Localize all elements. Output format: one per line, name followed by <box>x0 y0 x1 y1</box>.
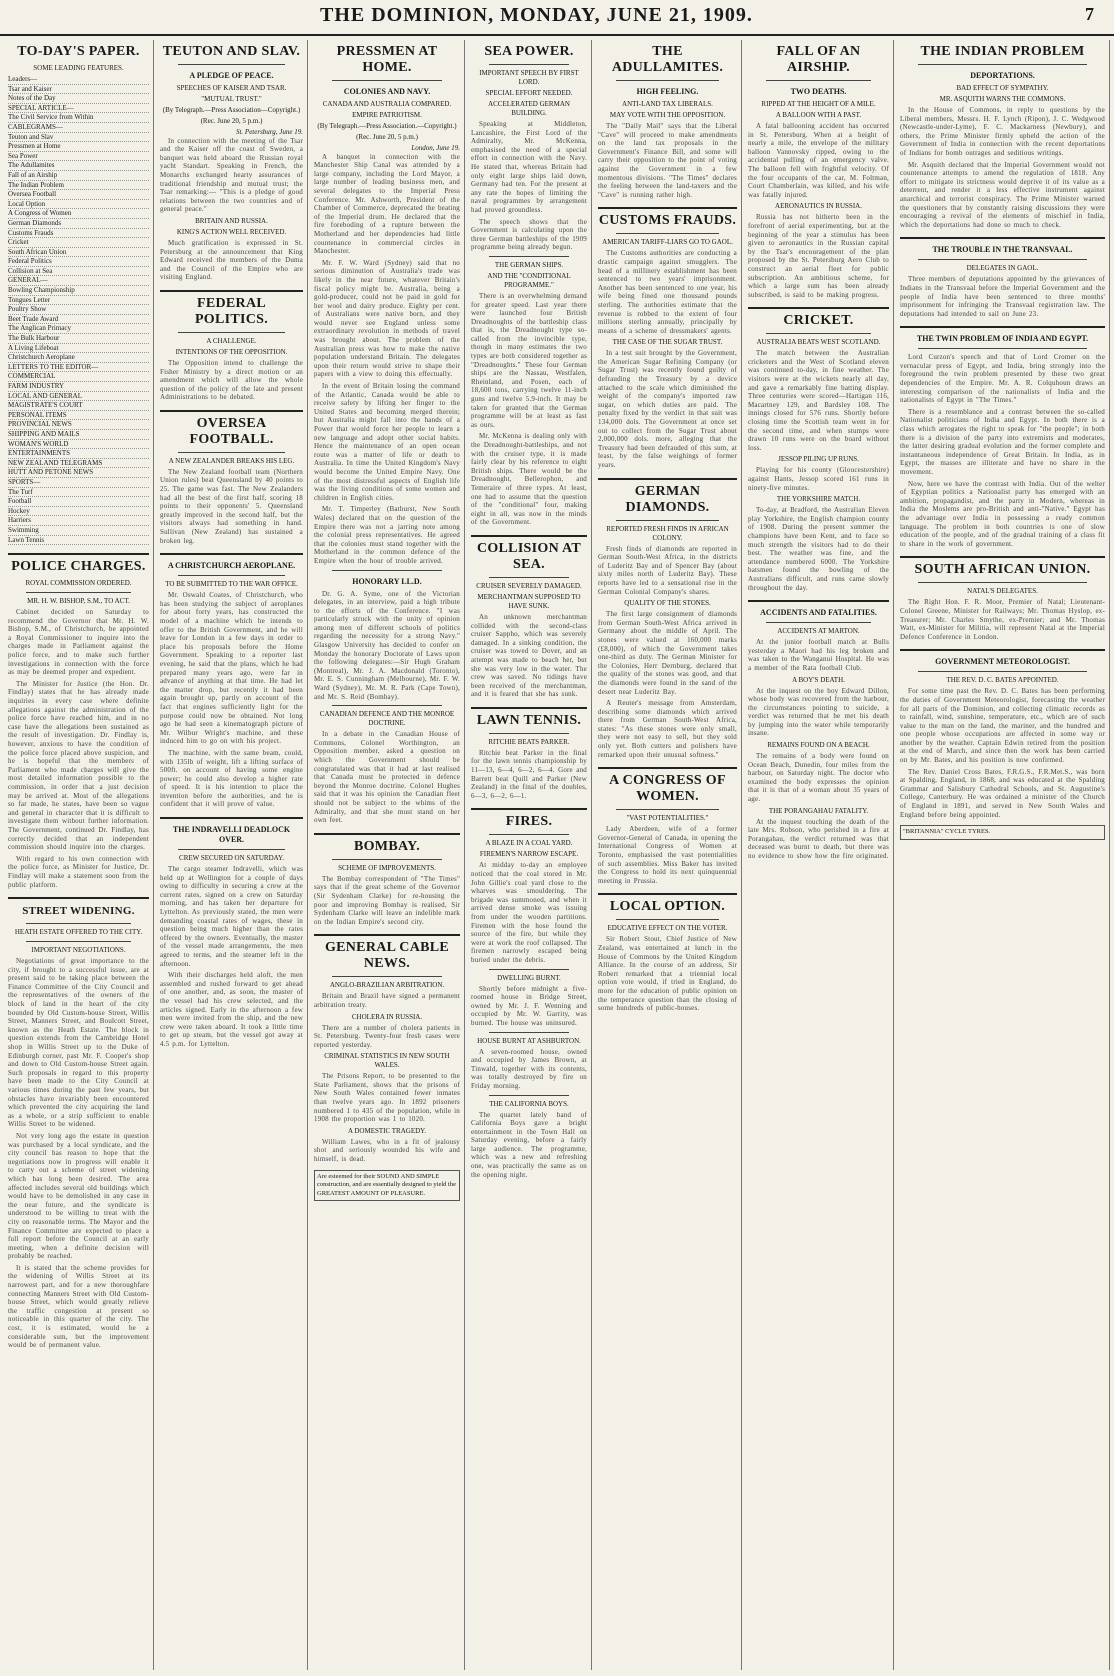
index-item-label: SPORTS— <box>8 477 41 486</box>
index-item-label: Notes of the Day <box>8 94 56 103</box>
index-item <box>8 420 149 430</box>
subheading: SCHEME OF IMPROVEMENTS. <box>338 863 436 872</box>
subheading: HOUSE BURNT AT ASHBURTON. <box>477 1036 581 1045</box>
index-item <box>8 324 149 334</box>
index-item-label: GENERAL— <box>8 276 48 285</box>
index-item <box>8 248 149 258</box>
index-item-label: Lawn Tennis <box>8 535 45 544</box>
indravelli-heading: THE INDRAVELLI DEADLOCK OVER. <box>172 825 291 845</box>
meteorologist-heading: GOVERNMENT METEOROLOGIST. <box>935 657 1070 667</box>
index-item-label: Customs Frauds <box>8 228 54 237</box>
south-african-heading: SOUTH AFRICAN UNION. <box>914 562 1091 578</box>
subheading: A PLEDGE OF PEACE. <box>189 71 274 80</box>
police-charges-heading: POLICE CHARGES. <box>11 559 146 575</box>
index-item <box>8 152 149 162</box>
index-item <box>8 209 149 219</box>
subheading: DWELLING BURNT. <box>497 973 561 982</box>
subheading: BRITAIN AND RUSSIA. <box>195 216 268 225</box>
index-item <box>8 305 149 315</box>
twin-problem-heading: THE TWIN PROBLEM OF INDIA AND EGYPT. <box>916 334 1089 344</box>
subheading: ACCIDENTS AT MARTON. <box>777 627 860 636</box>
subheading: RITCHIE BEATS PARKER. <box>488 737 570 746</box>
subheading: AMERICAN TARIFF-LIARS GO TO GAOL. <box>602 238 733 247</box>
aeroplane-heading: A CHRISTCHURCH AEROPLANE. <box>167 561 296 571</box>
index-item-label: Local Option <box>8 199 46 208</box>
index-item <box>8 85 149 95</box>
index-item <box>8 276 149 286</box>
index-item <box>8 536 149 546</box>
index-item-label: Teuton and Slav <box>8 132 54 141</box>
index-item <box>8 478 149 488</box>
subheading: TWO DEATHS. <box>790 87 847 96</box>
subheading: IMPORTANT SPEECH BY FIRST LORD. <box>479 69 579 86</box>
index-item-label: Fall of an Airship <box>8 170 58 179</box>
customs-frauds-heading: CUSTOMS FRAUDS. <box>598 213 737 229</box>
credit-line: (By Telegraph.—Press Association.—Copyright.) <box>317 122 457 130</box>
index-item-label: NEW ZEALAND TELEGRAMS <box>8 458 103 467</box>
index-item-label: Football <box>8 497 32 506</box>
index-item <box>8 200 149 210</box>
index-item <box>8 468 149 478</box>
index-item-label: LETTERS TO THE EDITOR— <box>8 362 99 371</box>
subheading: ANTI-LAND TAX LIBERALS. <box>622 100 713 108</box>
subheading: A NEW ZEALANDER BREAKS HIS LEG. <box>168 456 295 465</box>
subheading: HIGH FEELING. <box>636 87 699 96</box>
subheading: A DOMESTIC TRAGEDY. <box>347 1126 427 1135</box>
index-item-label: ENTERTAINMENTS <box>8 449 71 458</box>
subheading: CREW SECURED ON SATURDAY. <box>179 854 284 863</box>
article-body: Cabinet decided on Saturday to recommend the Governor that Mr. H. W. Bishop, S.M., of Christchurch, be appointed a Royal Commissioner to inquire into the charges made in Parliament against the police force, and to make such further investigations in connection with the force as may be deemed proper and expedient. <box>8 608 149 677</box>
index-item <box>8 526 149 536</box>
index-item-label: COMMERCIAL <box>8 372 56 381</box>
congress-women-heading: A CONGRESS OF WOMEN. <box>609 773 726 805</box>
index-item-label: LOCAL AND GENERAL <box>8 391 83 400</box>
index-item <box>8 372 149 382</box>
page-number: 7 <box>1085 4 1094 24</box>
subheading: EDUCATIVE EFFECT ON THE VOTER. <box>607 924 728 933</box>
subheading: ACCELERATED GERMAN BUILDING. <box>488 100 570 117</box>
index-item-label: FARM INDUSTRY <box>8 382 65 390</box>
index-item <box>8 181 149 191</box>
column-5: THE ADULLAMITES. HIGH FEELING. ANTI-LAND TAX LIBERALS. MAY VOTE WITH THE OPPOSITION. The "Daily Mail" says that the Liberal "Cave" will proceed to make amendments on the land tax proposals in the Government's Finance Bill, and some will carry their opposition to the point of voting against the Government in a few momentous divisions. "The Times" declares the feeling between the land-taxers and the "Cave" is running rather high. CUSTOMS FRAUDS. AMERICAN TARIFF-LIARS GO TO GAOL. The Customs authorities are conducting a drastic campaign against smugglers. The head of a millinery establishment has been sentenced to two years' imprisonment. Another has been sentenced to one year, his wife being fined one thousand pounds sterling. The authorities estimate that the revenue is robbed to the extent of four millions sterling annually, principally by means of a scheme of dressmakers' agents. THE CASE OF THE SUGAR TRUST. In a test suit brought by the Government, the American Sugar Refining Company (or Sugar Trust) was recently found guilty of defrauding the Treasury by a device attached to the scale which diminished the weight of the company's imported raw sugar, on which duties are paid. The penalty fixed by the verdict in that suit was 134,000 dols. The Government at once set out to collect from the Sugar Trust about 2,000,000 dols. more, alleging that the Treasury had been defrauded of this sum, at least, by the false weighings of former years. GERMAN DIAMONDS. REPORTED FRESH FINDS IN AFRICAN COLONY. Fresh finds of diamonds are reported in German South-West Africa, in the districts of Luderitz Bay and of Spencer Bay (about sixty miles north of Luderitz Bay). These reports have led to a sensational rise in the German Colonial Company's shares. QUALITY OF THE STONES. The first large consignment of diamonds from German South-West Africa arrived in Germany about the middle of April. The stones were valued at 160,000 marks (£8,000), of which the Government takes one-third as duty. The German Minister for the Colonies, Herr Dernburg, declared that the quality of the stones was good, and that the diamonds were found in the sand of the desert near Luderitz Bay. A Reuter's message from Amsterdam, describing some diamonds which arrived there from German South-West Africa, states: "As these stones were only small, they were not easy to sell, but they sold only yet. Both cutters and polishers have remarked upon their unusual softness." A CONGRESS OF WOMEN. "VAST POTENTIALITIES." Lady Aberdeen, wife of a former Governor-General of Canada, in opening the International Congress of Women at Toronto, emphasised the vast potentialities of such assemblies. Miss Baker has invited the Congress to hold its next quinquennial meeting in Prussia. LOCAL OPTION. EDUCATIVE EFFECT ON THE VOTER. Sir Robert Stout, Chief Justice of New Zealand, was entertained at lunch in the House of Commons by the United Kingdom Alliance. In the course of an address, Sir Robert remarked that a triennial local option vote would, if tried in England, do more for the education of public opinion on the temperance question than the closing of some hundreds of public-houses. <box>594 40 742 1670</box>
index-item-label: The Indian Problem <box>8 180 64 189</box>
subheading: BAD EFFECT OF SYMPATHY. <box>956 84 1049 92</box>
index-item-label: German Diamonds <box>8 218 62 227</box>
general-cable-heading: GENERAL CABLE NEWS. <box>324 940 450 972</box>
index-item <box>8 440 149 450</box>
index-item <box>8 296 149 306</box>
column-3: PRESSMEN AT HOME. COLONIES AND NAVY. CANADA AND AUSTRALIA COMPARED. EMPIRE PATRIOTISM. (By Telegraph.—Press Association.—Copyright.) (Rec. June 20, 5 p.m.) London, June 19. A banquet in connection with the Manchester Ship Canal was attended by a large company, including the Lord Mayor, a large number of leading business men, and several delegates to the Imperial Press Conference. Mr. Ashworth, President of the Chamber of Commerce, deprecated the beating of the Imperial drum. He declared that the fire foreboding of a rupture between the Motherland and her dependencies had little countenance in commercial circles in Manchester. Mr. F. W. Ward (Sydney) said that no serious diminution of Australia's trade was likely in the near future, whatever Britain's fiscal policy might be. Australia, being a gold-producer, could not be paid in gold for her wool and dairy produce. Eighty per cent. of Australians were native born, and they would never see England unless some extraordinary revolution in methods of travel was brought about. The problem of the Australian press was how to make the native population understand Britain. The delegates upon their return would strive to shape their papers with a view to doing this effectually. In the event of Britain losing the command of the Atlantic, Canada would be able to receive safety by lifting her finger to the United States and becoming merged therein; but Australia might fall into the hands of a Power that would force her people to learn a new language and adopt other social habits. Hence the maintenance of an open ocean route was a matter of life or death to Australia. In time the United Kingdom's Navy would become the United Empire Navy. One of the most distressful aspects of English life was the living conditions of some women and children in English cities. Mr. T. Timperley (Bathurst, New South Wales) declared that on the question of the Empire there was not a jarring note among the colonial press representatives. He agreed that the colonies must stand together with the Motherland in the common defence of the Empire when the hour of trouble arrived. HONORARY LL.D. Dr. G. A. Syme, one of the Victorian delegates, in an interview, paid a high tribute to the efforts of the Conference. "I was particularly struck with the unity of opinion among men of different schools of politics regarding the necessity for a strong Navy." Glasgow University has decided to confer on Monday the honorary Doctorate of Laws upon the following delegates:—Sir Hugh Graham (Montreal), Mr. J. A. Macdonald (Toronto), Mr. E. S. Cunningham (Melbourne), Mr. F. W. Ward (Sydney), Mr. M. R. Park (Cape Town), and Mr. S. Reid (Bombay). CANADIAN DEFENCE AND THE MONROE DOCTRINE. In a debate in the Canadian House of Commons, Colonel Worthington, an Opposition member, asked a question on which the Government should be congratulated was that it had at last realised that Canada must be protected in defence beyond the Monroe doctrine. Colonel Hughes said that it was his opinion the Canadian fleet should not be subject to the whims of the Admiralty, and that she must stand on her own feet. BOMBAY. SCHEME OF IMPROVEMENTS. The Bombay correspondent of "The Times" says that if the great scheme of the Governor (Sir Sydenham Clarke) for re-housing the poor and improving Bombay is realised, Sir Sydenham Clarke will leave an indelible mark on the Indian Empire's second city. GENERAL CABLE NEWS. ANGLO-BRAZILIAN ARBITRATION. Britain and Brazil have signed a permanent arbitration treaty. CHOLERA IN RUSSIA. There are a number of cholera patients in St. Petersburg. Twenty-four fresh cases were reported yesterday. CRIMINAL STATISTICS IN NEW SOUTH WALES. The Prisons Report, to be presented to the State Parliament, shows that the prisons of New South Wales contained fewer inmates than twelve years ago. In 1892 prisoners numbered 1 to 435 of the population, while in 1908 the proportion was 1 to 1020. A DOMESTIC TRAGEDY. William Lawes, who in a fit of jealousy shot and seriously wounded his wife and himself, is dead. Are esteemed for their SOUND AND SIMPLE construction, and are essentially designed to yield the GREATEST AMOUNT OF PLEASURE. <box>310 40 465 1670</box>
index-item-label: PERSONAL ITEMS <box>8 410 67 419</box>
subheading: MR. ASQUITH WARNS THE COMMONS. <box>939 95 1066 103</box>
index-heading: TO-DAY'S PAPER. <box>17 44 140 59</box>
subheading: AERONAUTICS IN RUSSIA. <box>775 202 862 211</box>
index-item <box>8 315 149 325</box>
subheading: THE PORANGAHAU FATALITY. <box>768 806 869 815</box>
sea-power-heading: SEA POWER. <box>484 44 574 59</box>
subheading: CRUISER SEVERELY DAMAGED. <box>476 581 582 590</box>
index-item <box>8 392 149 402</box>
place-line: St. Petersburg, June 19. <box>235 128 303 136</box>
index-item <box>8 94 149 104</box>
subheading: JESSOP PILING UP RUNS. <box>778 455 859 464</box>
index-item <box>8 133 149 143</box>
index-item-label: Cricket <box>8 238 29 247</box>
subheading: A CHALLENGE. <box>206 336 257 345</box>
index-item <box>8 488 149 498</box>
subheading: INTENTIONS OF THE OPPOSITION. <box>175 347 288 356</box>
subheading: MAY VOTE WITH THE OPPOSITION. <box>609 111 726 119</box>
index-item <box>8 344 149 354</box>
subheading: SPECIAL EFFORT NEEDED. <box>485 89 573 97</box>
index-item <box>8 161 149 171</box>
index-item-label: Federal Politics <box>8 257 52 266</box>
index-item-label: Collision at Sea <box>8 266 53 275</box>
place-line: London, June 19. <box>411 144 460 152</box>
subheading: A BOY'S DEATH. <box>792 675 845 684</box>
index-subheading: SOME LEADING FEATURES. <box>33 64 124 72</box>
index-item <box>8 286 149 296</box>
index-item-label: Sea Power <box>8 151 38 160</box>
index-item-label: Poultry Show <box>8 305 47 314</box>
index-item <box>8 75 149 85</box>
index-item <box>8 449 149 459</box>
subheading: THE GERMAN SHIPS. <box>494 260 564 269</box>
subheading: AUSTRALIA BEATS WEST SCOTLAND. <box>756 338 881 347</box>
subheading: REMAINS FOUND ON A BEACH. <box>767 741 870 750</box>
local-option-heading: LOCAL OPTION. <box>609 899 726 915</box>
subheading: DEPORTATIONS. <box>970 71 1035 80</box>
index-item <box>8 267 149 277</box>
subheading: QUALITY OF THE STONES. <box>624 599 711 608</box>
advertisement: "BRITANNIA" CYCLE TYRES. <box>900 825 1105 840</box>
subheading: KING'S ACTION WELL RECEIVED. <box>176 227 287 236</box>
index-item <box>8 334 149 344</box>
column-7: THE INDIAN PROBLEM DEPORTATIONS. BAD EFFECT OF SYMPATHY. MR. ASQUITH WARNS THE COMMONS. In the House of Commons, in reply to questions by the Liberal members, Messrs. H. F. Lynch (Ripon), J. C. Wedgwood (Newcastle-under-Lyme), F. C. Mackarness (Newbury), and others, the Prime Minister firmly upheld the action of the Government of India in connection with the recent deportations of Indians for bomb outrages and seditious writings. Mr. Asquith declared that the Imperial Government would not countenance attempts to amend the regulation of 1818. Any effort to mitigate its strictness would deprive it of its value as a deterrent, and render it a less effective instrument against anarchical and terrorist conspiracy. The Prime Minister warned the questioners that by constantly raising discussions they were encouraging a revival of the elements of mischief in India, which the deportations had done so much to check. THE TROUBLE IN THE TRANSVAAL. DELEGATES IN GAOL. Three members of deputations appointed by the grievances of Indians in the Transvaal before the Imperial Government and the people of India have been sentenced to three months' imprisonment for infringing the Transvaal registration law. The deputations had intended to sail on June 23. THE TWIN PROBLEM OF INDIA AND EGYPT. Lord Curzon's speech and that of Lord Cromer on the vernacular press of Egypt, and India, bring strongly into the foreground the twin problem presented by these two great dependencies of the Empire. Mr. A. R. Colquhoun draws an interesting comparison of the nationalists of India and the nationalists of Egypt in "The Times." There is a resemblance and a contrast between the so-called Nationalist politicians of India and Egypt. In both there is a class which arrogates the right to speak for "the people"; in both there is a division of the party into extremists and moderates, the latter desiring gradual evolution and the former complete and instantaneous independence of Great Britain. In India, as in Egypt, the masses are illiterate and have no share in the movement. Now, here we have the contrast with India. Out of the welter of Egyptian politics a Nationalist party has emerged with an ambition, propagandist, and the party in Modern, whereas in India the Moslems are pro-British and anti-"Native." Egypt has the advantage over India in possessing a ready common language. The problem in both countries is one of slow education of the people, and of the gradual training of a class fit to share in the work of government. SOUTH AFRICAN UNION. NATAL'S DELEGATES. The Right Hon. F. R. Moor, Premier of Natal; Lieutenant-Colonel Greene, Minister for Railways; Mr. Thomas Hyslop, ex-Treasurer; Mr. Charles Smythe, ex-Premier; and Mr. Thomas Watt, ex-Minister for Militia, will represent Natal at the Imperial Defence Conference in London. GOVERNMENT METEOROLOGIST. THE REV. D. C. BATES APPOINTED. For some time past the Rev. D. C. Bates has been performing the duties of Government Meteorologist, forecasting the weather for all parts of the Dominion, and collecting climatic records as to rainfall, wind, sunshine, temperature, etc., which are of such value to the man on the land, the mariner, and the hundred and one people whose occupations are affected in some way or another by the weather. Captain Edwin retired from the position at the end of March, and since then the work has been carried on by Mr. Bates, and his position is now confirmed. The Rev. Daniel Cross Bates, F.R.G.S., F.R.Met.S., was born at Spalding, England, in 1868, and was educated at the Spalding Grammar and Salisbury Cathedral Schools, and St. Augustine's College, Canterbury. He was ordained a minister of the Church of England in 1891, and served in New South Wales and England before being appointed. "BRITANNIA" CYCLE TYRES. <box>896 40 1110 1670</box>
subheading: RIPPED AT THE HEIGHT OF A MILE. <box>761 100 876 108</box>
index-item <box>8 497 149 507</box>
subheading: THE CASE OF THE SUGAR TRUST. <box>612 338 723 347</box>
subheading: THE YORKSHIRE MATCH. <box>776 495 861 504</box>
index-item <box>8 363 149 373</box>
index-item <box>8 401 149 411</box>
index-item-label: Tongues Letter <box>8 295 51 304</box>
fires-heading: FIRES. <box>505 814 553 830</box>
index-item-label: SHIPPING AND MAILS <box>8 429 80 438</box>
index-item-label: Pressmen at Home <box>8 142 61 151</box>
subheading: DELEGATES IN GAOL. <box>966 264 1039 273</box>
advertisement: Are esteemed for their SOUND AND SIMPLE construction, and are essentially designed to yield the GREATEST AMOUNT OF PLEASURE. <box>314 1170 460 1202</box>
cricket-heading: CRICKET. <box>783 313 854 329</box>
index-item-label: The Civil Service from Within <box>8 113 94 122</box>
index-item <box>8 219 149 229</box>
subheading: CRIMINAL STATISTICS IN NEW SOUTH WALES. <box>324 1052 450 1070</box>
index-item-label: Oversea Football <box>8 190 57 199</box>
column-2: TEUTON AND SLAV. A PLEDGE OF PEACE. SPEECHES OF KAISER AND TSAR. "MUTUAL TRUST." (By Telegraph.—Press Association—Copyright.) (Rec. June 20, 5 p.m.) St. Petersburg, June 19. In connection with the meeting of the Tsar and the Kaiser off the coast of Sweden, a banquet was held aboard the Russian royal yacht Standart. Speaking in French, the Monarchs exchanged hearty assurances of traditional friendship and mutual trust; the Tsar remarking:— "This is a pledge of good relations between the two countries and of general peace." BRITAIN AND RUSSIA. KING'S ACTION WELL RECEIVED. Much gratification is expressed in St. Petersburg at the announcement that King Edward received the members of the Duma and the Council of the Empire who are visiting England. FEDERAL POLITICS. A CHALLENGE. INTENTIONS OF THE OPPOSITION. The Opposition intend to challenge the Fisher Ministry by a direct motion or an amendment which will allow the whole question of the policy of the late and present Administrations to be debated. OVERSEA FOOTBALL. A NEW ZEALANDER BREAKS HIS LEG. The New Zealand football team (Northern Union rules) beat Queensland by 40 points to 25. The game was fast. The New Zealanders had all the best of the first half, scoring 18 points to their opponents' 5. Queensland greatly improved in the second half, but the visitors always had something in hand. Sullivan (New Zealand) has sustained a broken leg. A CHRISTCHURCH AEROPLANE. TO BE SUBMITTED TO THE WAR OFFICE. Mr. Oswald Coates, of Christchurch, who has been studying the subject of aeroplanes for about forty years, has constructed the model of a machine which he intends to offer to the British Government, and he will leave for London in a few days in order to place his proposals before the Home Government. Speaking to a reporter last evening, he said that the plans, which he had prepared many years ago, were far in advance of anything at that time. He had let the matter drop, but recently it had been again brought up, partly on account of the fact that engines sufficiently light for the purpose could now be obtained. Not long ago he had seen a kinematograph picture of Mr. Wilbur Wright's machine, and these induced him to go on with his project. The machine, with the same beam, could, with 135lb of weight, lift a lifting surface of 500ft. on account of having some engine power; he could also develop a higher rate of speed. It is his intention to place the invention before the authorities, and he is confident that it will prove of value. THE INDRAVELLI DEADLOCK OVER. CREW SECURED ON SATURDAY. The cargo steamer Indravelli, which was held up at Wellington for a couple of days owing to difficulty in securing a crew at the current rates, signed on a crew on Saturday morning, and has taken her departure for Lyttelton. As previously stated, the men were demanding coastal rates of wages, these in question being much higher than the rates offered by the owners. Eventually, the master of the vessel made arrangements, the men agreed to terms, and the steamer left in the afternoon. With their discharges held aloft, the men assembled and rushed forward to get ahead of one another, and, as soon, the master of the vessel had his crew selected, and the articles signed. Early in the afternoon a few men were invited from the ship, and the new crew were taken aboard. It took a little time to get up steam, but the vessel got away at 4.5 p.m. for Lyttelton. <box>156 40 308 1670</box>
index-item <box>8 238 149 248</box>
index-item-label: Hockey <box>8 506 30 515</box>
indian-problem-heading: THE INDIAN PROBLEM <box>920 44 1085 59</box>
subheading: THE REV. D. C. BATES APPOINTED. <box>946 676 1059 685</box>
index-item <box>8 171 149 181</box>
index-item <box>8 411 149 421</box>
index-item <box>8 516 149 526</box>
index-item-label: Swimming <box>8 525 39 534</box>
column-6: FALL OF AN AIRSHIP. TWO DEATHS. RIPPED AT THE HEIGHT OF A MILE. A BALLOON WITH A PAST. A fatal ballooning accident has occurred in St. Petersburg. When at a height of nearly a mile, the envelope of the military balloon Vannovsky ripped, owing to the accidental pulling of an emergency valve. The balloon fell with frightful velocity. Of the four occupants of the car, M. Foltman, Court Chamberlain, was killed, and his wife was fatally injured. AERONAUTICS IN RUSSIA. Russia has not hitherto been in the forefront of aerial experimenting, but at the beginning of the year a stimulus has been given to aeronautics in the Russian capital by the Tsar's encouragement of the plan proposed by the St. Petersburg Aero Club to construct an aerial fleet for public subscription. An ambitious scheme, for which a large sum has been already subscribed, is said to be making progress. CRICKET. AUSTRALIA BEATS WEST SCOTLAND. The match between the Australian cricketers and the West of Scotland eleven was continued to-day, in fine weather. The visitors were at the wickets nearly all day, and gave a remarkably fine batting display. Three centuries were scored—Hartigan 116, Macartney 129, and Bardsley 108. The innings closed for 576 runs. Shortly before closing time the Scottish team went in for the second time, and when stumps were drawn 10 runs were on the board without loss. JESSOP PILING UP RUNS. Playing for his county (Gloucestershire) against Hants, Jessop scored 161 runs in ninety-five minutes. THE YORKSHIRE MATCH. To-day, at Bradford, the Australian Eleven play Yorkshire, the English champion county of 1908. During the present summer the champions have been Kent, and to face so much strength the visitors had to do their best. The weather was fine, and the attendance numbered 6000. The Yorkshire batsmen found the bowling of the Australians difficult, and runs came slowly throughout the day. ACCIDENTS AND FATALITIES. ACCIDENTS AT MARTON. At the junior football match at Bulls yesterday a Maori had his leg broken and was taken to the Wanganui Hospital. He was a member of the Rata football Club. A BOY'S DEATH. At the inquest on the boy Edward Dillon, whose body was recovered from the harbour, the circumstances pointing to suicide, a verdict was returned that he met his death by jumping into the water while temporarily insane. REMAINS FOUND ON A BEACH. The remains of a body were found on Ocean Beach, Dunedin, four miles from the harbour, on Saturday night. The doctor who examined the body expresses the opinion that it is that of a woman about 35 years of age. THE PORANGAHAU FATALITY. At the inquest touching the death of the late Mrs. Robson, who perished in a fire at Porangahau, the verdict returned was that deceased was burnt to death, but there was no evidence to show how the fire originated. <box>744 40 894 1670</box>
index-item <box>8 190 149 200</box>
credit-line: (By Telegraph.—Press Association—Copyright.) <box>162 106 301 114</box>
subheading: A BALLOON WITH A PAST. <box>775 111 862 119</box>
subheading: FIREMEN'S NARROW ESCAPE. <box>479 850 579 859</box>
subheading: REPORTED FRESH FINDS IN AFRICAN COLONY. <box>606 524 729 542</box>
oversea-football-heading: OVERSEA FOOTBALL. <box>189 415 274 447</box>
index-item-label: Beet Trade Award <box>8 314 59 323</box>
index-item-label: The Adullamites <box>8 161 55 170</box>
index-item <box>8 113 149 123</box>
index-item <box>8 123 149 133</box>
index-item-label: The Bulk Harbour <box>8 334 60 343</box>
lawn-tennis-heading: LAWN TENNIS. <box>476 712 582 728</box>
index-item <box>8 229 149 239</box>
column-1: TO-DAY'S PAPER. SOME LEADING FEATURES. Leaders— Tsar and Kaiser Notes of the Day SPECIAL ARTICLE— The Civil Service from Within CABLEGRAMS— Teuton and Slav Pressmen at Home Sea Power The Adullamites Fall of an Airship The Indian Problem Oversea Football Local Option A Congress of Women German Diamonds Customs Frauds Cricket South African Union Federal Politics Collision at Sea GENERAL— Bowling Championship Tongues Letter Poultry Show Beet Trade Award The Anglican Primacy The Bulk Harbour A Living Lifeboat Christchurch Aeroplane LETTERS TO THE EDITOR— COMMERCIAL FARM INDUSTRY LOCAL AND GENERAL MAGISTRATE'S COURT PERSONAL ITEMS PROVINCIAL NEWS SHIPPING AND MAILS WOMAN'S WORLD ENTERTAINMENTS NEW ZEALAND TELEGRAMS HUTT AND PETONE NEWS SPORTS— The Turf Football Hockey Harriers Swimming Lawn Tennis POLICE CHARGES. ROYAL COMMISSION ORDERED. MR. H. W. BISHOP, S.M., TO ACT. Cabinet decided on Saturday to recommend the Governor that Mr. H. W. Bishop, S.M., of Christchurch, be appointed a Royal Commissioner to inquire into the charges made in Parliament against the police force, and to make such further investigations in connection with the force as may be deemed proper and expedient. The Minister for Justice (the Hon. Dr. Findlay) states that he has already made inquiries in every case where definite allegations against the administration of the police force have reached him, and in no case have the allegations been sustained as the result of investigation. Dr. Findlay is, however, anxious to have the condition of the police force placed above suspicion, and he is hopeful that the members of Parliament who made charges will give the most detailed information possible to the commission, in order that a just decision may be arrived at. Most of the allegations so far made, he states, have been so vague and general in character that it is difficult to investigate them without further information. The Government, continued Dr. Findlay, has correctly decided that an independent commission should inquire into the charges. With regard to his own connection with the police force, as Minister for Justice, Dr. Findlay will make a statement soon from the public platform. STREET WIDENING. HEATH ESTATE OFFERED TO THE CITY. IMPORTANT NEGOTIATIONS. Negotiations of great importance to the city, if brought to a successful issue, are at present said to be taking place between the Finance Committee of the City Council and the representatives of the owners of the block of land in the heart of the city bounded by Old Custom-house Street, Willis Street, Manners Street, and Boulcott Street, known as the Heath Estate. The block in question extends from the Cambridge Hotel shop in Willis Street up to the Duke of Edinburgh corner, past Mr. F. Cooper's shop and down to Old Custom-house Street again. Such proposals in regard to this property have been made to the City Council at various times during the past few years, but obstacles have invariably been encountered which prevented the city acquiring the land as a whole, or a strip sufficient to enable Willis Street to be widened. Not very long ago the estate in question was purchased by a local syndicate, and the city council has reason to hope that the negotiations now in progress will enable it to carry out a scheme of street widening which has long been desired. The area affected includes several old buildings which would have to be demolished in any case in the near future, and the syndicate is understood to be willing to treat with the city on reasonable terms. The Mayor and the Finance Committee are expected to place a full report before the Council at an early meeting, when a definite decision will probably be reached. It is stated that the scheme provides for the widening of Willis Street at its narrowest part, and for a new thoroughfare connecting Manners Street with Old Custom-house Street, which would greatly relieve the traffic congestion at present so noticeable in this quarter of the city. The cost, it is estimated, would be a considerable sum, but the improvement would be of permanent value. <box>4 40 154 1670</box>
index-item-label: WOMAN'S WORLD <box>8 439 69 448</box>
index-item <box>8 353 149 363</box>
index-item <box>8 507 149 517</box>
index-item-label: CABLEGRAMS— <box>8 122 63 131</box>
index-item-label: South African Union <box>8 247 67 256</box>
adullamites-heading: THE ADULLAMITES. <box>611 44 724 75</box>
collision-heading: COLLISION AT SEA. <box>476 540 582 572</box>
subheading: "MUTUAL TRUST." <box>201 95 262 103</box>
index-item-label: Harriers <box>8 516 31 525</box>
column-4: SEA POWER. IMPORTANT SPEECH BY FIRST LORD. SPECIAL EFFORT NEEDED. ACCELERATED GERMAN BUILDING. Speaking at Middleton, Lancashire, the First Lord of the Admiralty, Mr. McKenna, emphasised the need of a special effort in connection with the Navy. He stated that, whereas Britain had only eight large ships laid down, Germany had ten. For the present at any rate the hopes of limiting the naval programmes by arrangement had proved groundless. The speech shows that the Government is calculating upon the three German battleships of the 1909 programme being already begun. THE GERMAN SHIPS. AND THE "CONDITIONAL PROGRAMME." There is an overwhelming demand for greater speed. Last year there were launched four British Dreadnoughts of the battleship class that is, the Dreadnought type so-called from the invincible type, though in many estimates the two types are both considered together as "Dreadnoughts." These four German ships are the Nassau, Westfalen, Rheinland, and Posen, each of 18,600 tons, carrying twelve 11-inch guns and twelve 5.9-inch. It may be taken for granted that the German programme will be at least as fast as ours. Mr. McKenna is dealing only with the Dreadnought-battleships, and not with the cruiser type, it is made fairly clear by his reference to eight British ships. There would be the Dreadnought, Bellerophon, and Temeraire of three types. At least, one had to assume that the question of the "conditional" four, making eight in all, was now in the minds of the Government. COLLISION AT SEA. CRUISER SEVERELY DAMAGED. MERCHANTMAN SUPPOSED TO HAVE SUNK. An unknown merchantman collided with the second-class cruiser Sappho, which was severely damaged. In a sinking condition, the cruiser was towed to Dover, and an attempt was made to beach her, but she was very low in the water. The crew was saved. No tidings have been received of the merchantman, and it is feared that she has sunk. LAWN TENNIS. RITCHIE BEATS PARKER. Ritchie beat Parker in the final for the lawn tennis championship by 11—13, 6—4, 6—2, 6—4. Gore and Barrett beat Quill and Parker (New Zealand) in the final of the doubles, 6—3, 6—2, 6—1. FIRES. A BLAZE IN A COAL YARD. FIREMEN'S NARROW ESCAPE. At midday to-day an employee noticed that the coal stored in Mr. John Gillie's coal yard close to the wharves was smouldering. The brigade was summoned, and when it arrived dense smoke was issuing from under the wooden partitions. Firemen with the hose found the source of the fire, but while they were at work the roof collapsed. The firemen narrowly escaped being buried under the debris. DWELLING BURNT. Shortly before midnight a five-roomed house in Bridge Street, owned by Mr. J. F. Wenning and occupied by Mr. W. Garrity, was burned. The house was uninsured. HOUSE BURNT AT ASHBURTON. A seven-roomed house, owned and occupied by James Brown, at Tinwald, together with its contents, was totally destroyed by fire on Friday morning. THE CALIFORNIA BOYS. The quartet lately band of California Boys gave a bright entertainment in the Town Hall on Saturday evening, before a fairly large audience. The programme, which was a new and refreshing one, was practically the same as on the opening night. <box>467 40 592 1670</box>
index-item <box>8 430 149 440</box>
index-item-label: Tsar and Kaiser <box>8 84 52 93</box>
subheading: HONORARY LL.D. <box>352 576 422 586</box>
accidents-heading: ACCIDENTS AND FATALITIES. <box>760 608 877 618</box>
bombay-heading: BOMBAY. <box>353 838 421 854</box>
newspaper-title: THE DOMINION, MONDAY, JUNE 21, 1909. <box>320 4 753 26</box>
subheading: CANADA AND AUSTRALIA COMPARED. <box>322 100 452 108</box>
subheading: COLONIES AND NAVY. <box>343 87 431 96</box>
index-item-label: The Anglican Primacy <box>8 324 71 333</box>
index-item-label: SPECIAL ARTICLE— <box>8 103 74 112</box>
street-widening-heading: STREET WIDENING. <box>22 905 135 918</box>
transvaal-heading: THE TROUBLE IN THE TRANSVAAL. <box>932 245 1073 255</box>
subheading: A BLAZE IN A COAL YARD. <box>485 839 573 848</box>
street-widening-sub2: IMPORTANT NEGOTIATIONS. <box>31 946 126 955</box>
police-charges-lead: MR. H. W. BISHOP, S.M., TO ACT. <box>27 597 130 606</box>
subheading: AND THE "CONDITIONAL PROGRAMME." <box>487 271 571 289</box>
index-item-label: MAGISTRATE'S COURT <box>8 401 83 410</box>
subheading: MERCHANTMAN SUPPOSED TO HAVE SUNK. <box>477 592 581 610</box>
index-item-label: A Living Lifeboat <box>8 343 59 352</box>
police-charges-sub: ROYAL COMMISSION ORDERED. <box>25 579 132 588</box>
airship-heading: FALL OF AN AIRSHIP. <box>776 44 861 75</box>
index-item-label: Christchurch Aeroplane <box>8 353 75 362</box>
subheading: TO BE SUBMITTED TO THE WAR OFFICE. <box>165 580 298 589</box>
subheading: NATAL'S DELEGATES. <box>967 587 1038 596</box>
pressmen-heading: PRESSMEN AT HOME. <box>336 44 438 75</box>
index-item <box>8 257 149 267</box>
teuton-slav-heading: TEUTON AND SLAV. <box>162 44 301 59</box>
street-widening-sub: HEATH ESTATE OFFERED TO THE CITY. <box>14 928 143 937</box>
subheading: THE CALIFORNIA BOYS. <box>489 1099 569 1108</box>
index-item-label: The Turf <box>8 487 33 496</box>
federal-politics-heading: FEDERAL POLITICS. <box>194 295 269 327</box>
subheading: CANADIAN DEFENCE AND THE MONROE DOCTRINE. <box>319 710 455 728</box>
subheading: SPEECHES OF KAISER AND TSAR. <box>176 84 287 92</box>
date-line: (Rec. June 20, 5 p.m.) <box>356 133 418 141</box>
index-item-label: Leaders— <box>8 75 38 83</box>
index-item-label: HUTT AND PETONE NEWS <box>8 468 94 477</box>
subheading: EMPIRE PATRIOTISM. <box>352 111 422 119</box>
index-list <box>8 75 149 545</box>
index-item <box>8 459 149 469</box>
subheading: CHOLERA IN RUSSIA. <box>351 1012 423 1021</box>
date-line: (Rec. June 20, 5 p.m.) <box>200 117 263 125</box>
index-item <box>8 142 149 152</box>
index-item-label: PROVINCIAL NEWS <box>8 420 72 429</box>
subheading: ANGLO-BRAZILIAN ARBITRATION. <box>329 981 445 990</box>
index-item-label: Bowling Championship <box>8 286 75 295</box>
masthead <box>0 0 1114 36</box>
index-item <box>8 104 149 114</box>
index-item <box>8 382 149 392</box>
index-item-label: A Congress of Women <box>8 209 72 218</box>
german-diamonds-heading: GERMAN DIAMONDS. <box>625 483 710 515</box>
subheading: "VAST POTENTIALITIES." <box>626 814 709 823</box>
